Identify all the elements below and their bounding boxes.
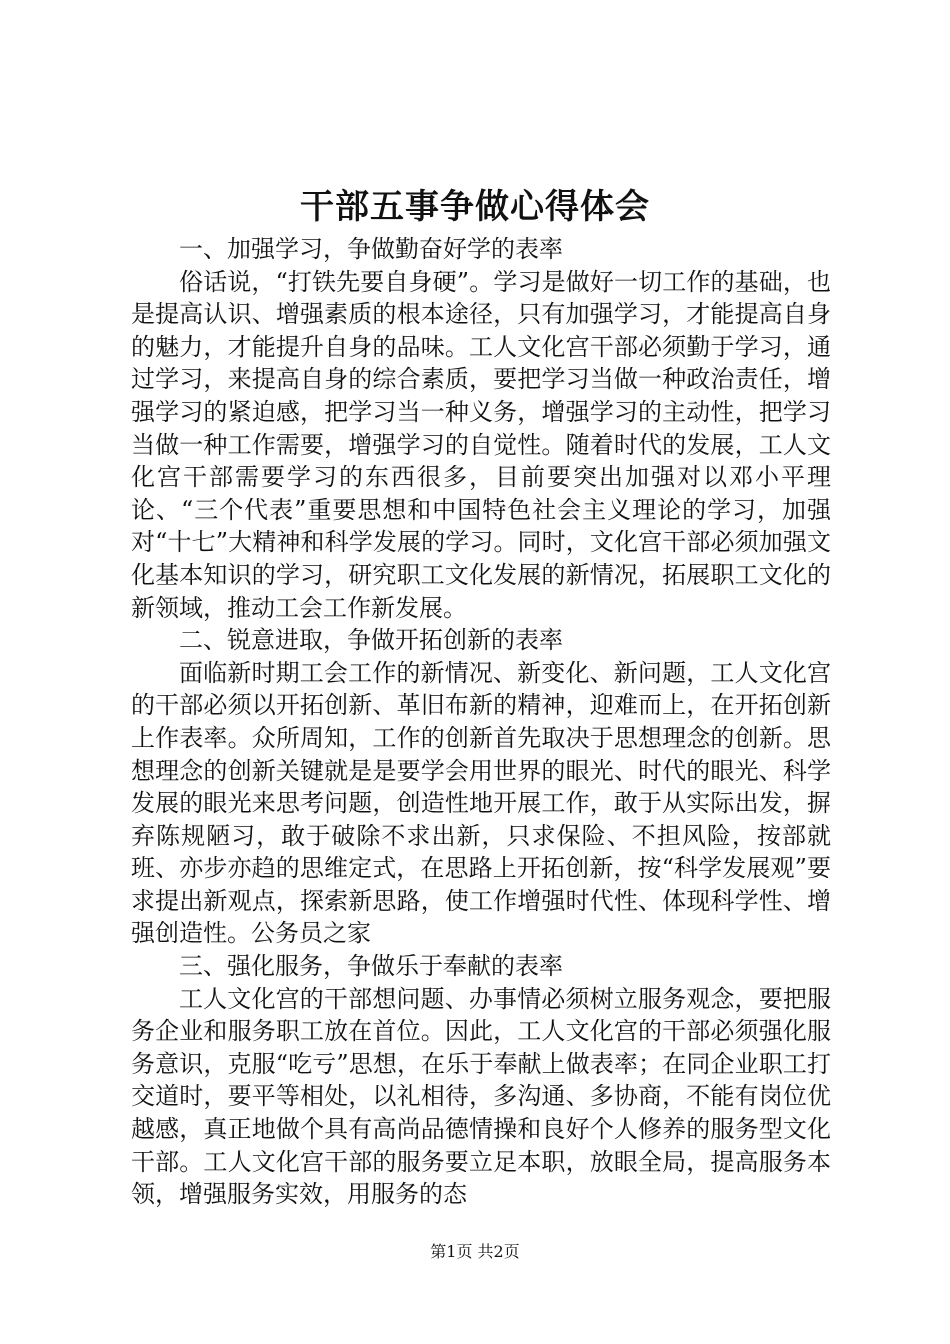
document-title: 干部五事争做心得体会 xyxy=(300,187,650,227)
document-body xyxy=(131,233,831,1211)
section-heading-3: 三、强化服务，争做乐于奉献的表率 xyxy=(179,952,563,981)
section-heading-1: 一、加强学习，争做勤奋好学的表率 xyxy=(179,235,563,263)
body-paragraph-3: 工人文化宫的干部想问题、办事情必须树立服务观念，要把服务企业和服务职工放在首位。因此，工人文化宫的干部必须强化服务意识，克服“吃亏”思想，在乐于奉献上做表率；在同企业职工打交道时，要平等相处，以礼相待，多沟通、多协商，不能有岗位优越感，真正地做个具有高尚品德情操和良好个人修养的服务型文化干部。工人文化宫干部的服务要立足本职，放眼全局，提高服务本领，增强服务实效，用服务的态 xyxy=(131,984,831,1209)
section-heading-2: 二、锐意进取，争做开拓创新的表率 xyxy=(179,626,563,655)
body-paragraph-1: 俗话说，“打铁先要自身硬”。学习是做好一切工作的基础，也是提高认识、增强素质的根本途径，只有加强学习，才能提高自身的魅力，才能提升自身的品味。工人文化宫干部必须勤于学习，通过学习，来提高自身的综合素质，要把学习当做一种政治责任，增强学习的紧迫感，把学习当一种义务，增强学习的主动性，把学习当做一种工作需要，增强学习的自觉性。随着时代的发展，工人文化宫干部需要学习的东西很多，目前要突出加强对以邓小平理论、“三个代表”重要思想和中国特色社会主义理论的学习，加强对“十七”大精神和科学发展的学习。同时，文化宫干部必须加强文化基本知识的学习，研究职工文化发展的新情况，拓展职工文化的新领域，推动工会工作新发展。 xyxy=(131,267,831,622)
body-paragraph-2: 面临新时期工会工作的新情况、新变化、新问题，工人文化宫的干部必须以开拓创新、革旧布新的精神，迎难而上，在开拓创新上作表率。众所周知，工作的创新首先取决于思想理念的创新。思想理念的创新关键就是是要学会用世界的眼光、时代的眼光、科学发展的眼光来思考问题，创造性地开展工作，敢于从实际出发，摒弃陈规陋习，敢于破除不求出新，只求保险、不担风险，按部就班、亦步亦趋的思维定式，在思路上开拓创新，按“科学发展观”要求提出新观点，探索新思路，使工作增强时代性、体现科学性、增强创造性。公务员之家 xyxy=(131,658,831,948)
page-number-footer: 第1页 共2页 xyxy=(430,1242,520,1261)
